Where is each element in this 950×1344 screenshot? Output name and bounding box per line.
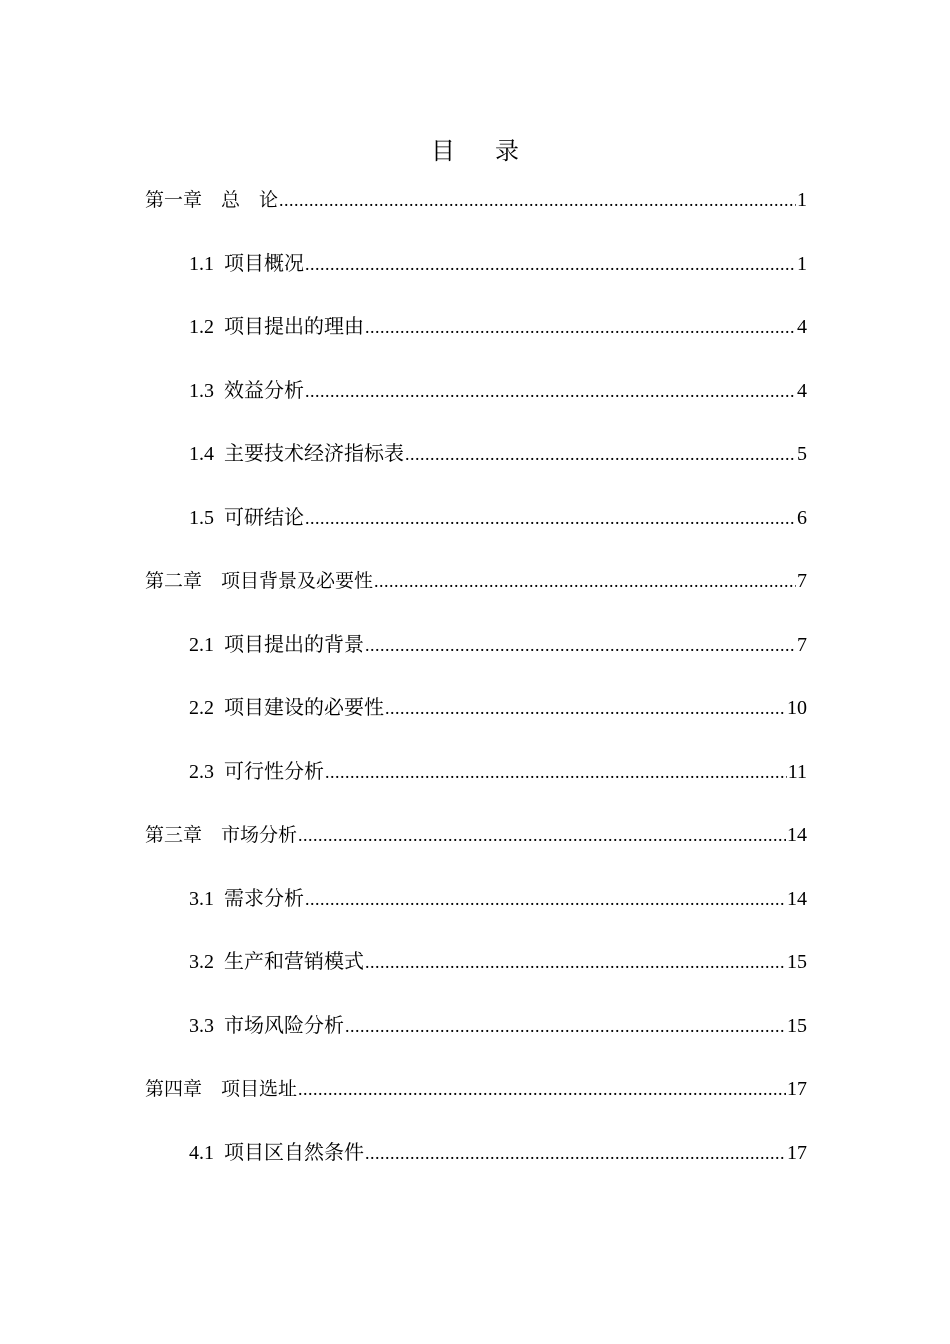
- toc-entry-number: 2.3: [189, 760, 214, 783]
- toc-entry-title: 项目概况: [224, 252, 304, 275]
- toc-entry-section-2-1[interactable]: [145, 625, 807, 689]
- toc-entry-title: 市场分析: [221, 824, 298, 846]
- toc-entry-number: 2.2: [189, 697, 214, 719]
- toc-leader-dots: [305, 879, 786, 919]
- toc-entry-title: 项目背景及必要性: [221, 570, 374, 592]
- toc-leader-dots: [298, 815, 786, 855]
- toc-entry-spacer: [214, 1133, 224, 1173]
- toc-entry-number: 第一章: [145, 189, 203, 211]
- toc-list: [145, 180, 807, 1196]
- toc-entry-number: 4.1: [189, 1141, 214, 1164]
- toc-entry-spacer: [202, 815, 221, 855]
- toc-entry-number: 第四章: [145, 1078, 203, 1100]
- toc-entry-spacer: [214, 371, 224, 411]
- toc-entry-spacer: [202, 561, 221, 601]
- toc-entry-title: 项目建设的必要性: [224, 697, 384, 719]
- toc-leader-dots: [405, 434, 796, 474]
- toc-entry-title: 需求分析: [224, 887, 304, 910]
- toc-entry-spacer: [214, 879, 224, 919]
- toc-entry-page: 15: [787, 1014, 807, 1037]
- toc-entry-title: 项目选址: [221, 1078, 298, 1100]
- toc-entry-section-4-1[interactable]: [145, 1133, 807, 1197]
- toc-entry-chapter-1[interactable]: [145, 180, 807, 244]
- toc-entry-page: 6: [797, 506, 807, 529]
- toc-entry-title: 可研结论: [224, 506, 304, 529]
- toc-entry-number: 2.1: [189, 633, 214, 656]
- toc-entry-title: 项目提出的理由: [224, 316, 364, 338]
- toc-entry-title: 可行性分析: [224, 760, 324, 783]
- toc-entry-title: 生产和营销模式: [224, 951, 364, 973]
- toc-entry-number: 3.1: [189, 887, 214, 910]
- toc-entry-spacer: [214, 307, 224, 347]
- toc-entry-number: 1.4: [189, 443, 214, 465]
- toc-entry-spacer: [214, 688, 224, 728]
- toc-entry-page: 5: [797, 443, 807, 465]
- toc-leader-dots: [374, 561, 796, 601]
- toc-entry-page: 14: [787, 887, 807, 910]
- toc-leader-dots: [279, 180, 796, 220]
- toc-leader-dots: [365, 307, 796, 347]
- toc-entry-number: 1.2: [189, 316, 214, 338]
- toc-title-right: 录: [495, 139, 519, 165]
- toc-entry-section-1-3[interactable]: [145, 371, 807, 435]
- toc-entry-spacer: [214, 942, 224, 982]
- toc-entry-page: 11: [787, 760, 807, 783]
- toc-entry-title: 效益分析: [224, 379, 304, 402]
- toc-entry-page: 1: [797, 189, 807, 211]
- toc-entry-number: 1.3: [189, 379, 214, 402]
- toc-entry-chapter-2[interactable]: [145, 561, 807, 625]
- toc-entry-section-1-2[interactable]: [145, 307, 807, 371]
- toc-leader-dots: [365, 1133, 786, 1173]
- toc-title-left: 目: [431, 139, 455, 165]
- toc-entry-section-1-1[interactable]: [145, 244, 807, 308]
- toc-entry-number: 3.2: [189, 951, 214, 973]
- toc-entry-title: 项目提出的背景: [224, 633, 364, 656]
- toc-leader-dots: [365, 942, 786, 982]
- toc-entry-spacer: [214, 1006, 224, 1046]
- toc-leader-dots: [325, 752, 787, 792]
- toc-entry-number: 1.5: [189, 506, 214, 529]
- toc-entry-section-1-5[interactable]: [145, 498, 807, 562]
- toc-leader-dots: [385, 688, 786, 728]
- toc-leader-dots: [345, 1006, 786, 1046]
- toc-entry-section-1-4[interactable]: [145, 434, 807, 498]
- toc-entry-spacer: [202, 1069, 221, 1109]
- toc-entry-page: 7: [797, 570, 807, 592]
- toc-entry-title: 市场风险分析: [224, 1014, 344, 1037]
- toc-leader-dots: [305, 371, 796, 411]
- toc-title: [0, 134, 950, 170]
- toc-entry-spacer: [214, 434, 224, 474]
- toc-entry-page: 15: [787, 951, 807, 973]
- toc-entry-section-2-2[interactable]: [145, 688, 807, 752]
- toc-entry-number: 1.1: [189, 252, 214, 275]
- toc-entry-spacer: [202, 180, 221, 220]
- toc-entry-number: 3.3: [189, 1014, 214, 1037]
- toc-leader-dots: [298, 1069, 786, 1109]
- toc-entry-spacer: [214, 752, 224, 792]
- toc-entry-chapter-4[interactable]: [145, 1069, 807, 1133]
- toc-entry-section-3-3[interactable]: [145, 1006, 807, 1070]
- toc-entry-title: 总 论: [221, 189, 279, 211]
- toc-entry-page: 17: [787, 1141, 807, 1164]
- toc-entry-page: 17: [787, 1078, 807, 1100]
- toc-entry-page: 10: [787, 697, 807, 719]
- toc-entry-number: 第二章: [145, 570, 203, 592]
- toc-entry-title: 项目区自然条件: [224, 1141, 364, 1164]
- toc-leader-dots: [305, 244, 796, 284]
- toc-entry-spacer: [214, 244, 224, 284]
- toc-entry-title: 主要技术经济指标表: [224, 443, 404, 465]
- toc-entry-page: 14: [787, 824, 807, 846]
- toc-entry-chapter-3[interactable]: [145, 815, 807, 879]
- toc-entry-page: 7: [797, 633, 807, 656]
- toc-entry-number: 第三章: [145, 824, 203, 846]
- toc-entry-section-3-2[interactable]: [145, 942, 807, 1006]
- toc-leader-dots: [305, 498, 796, 538]
- toc-entry-page: 4: [797, 316, 807, 338]
- toc-entry-section-3-1[interactable]: [145, 879, 807, 943]
- toc-entry-spacer: [214, 625, 224, 665]
- toc-entry-page: 4: [797, 379, 807, 402]
- toc-leader-dots: [365, 625, 796, 665]
- toc-entry-section-2-3[interactable]: [145, 752, 807, 816]
- toc-entry-page: 1: [797, 252, 807, 275]
- toc-entry-spacer: [214, 498, 224, 538]
